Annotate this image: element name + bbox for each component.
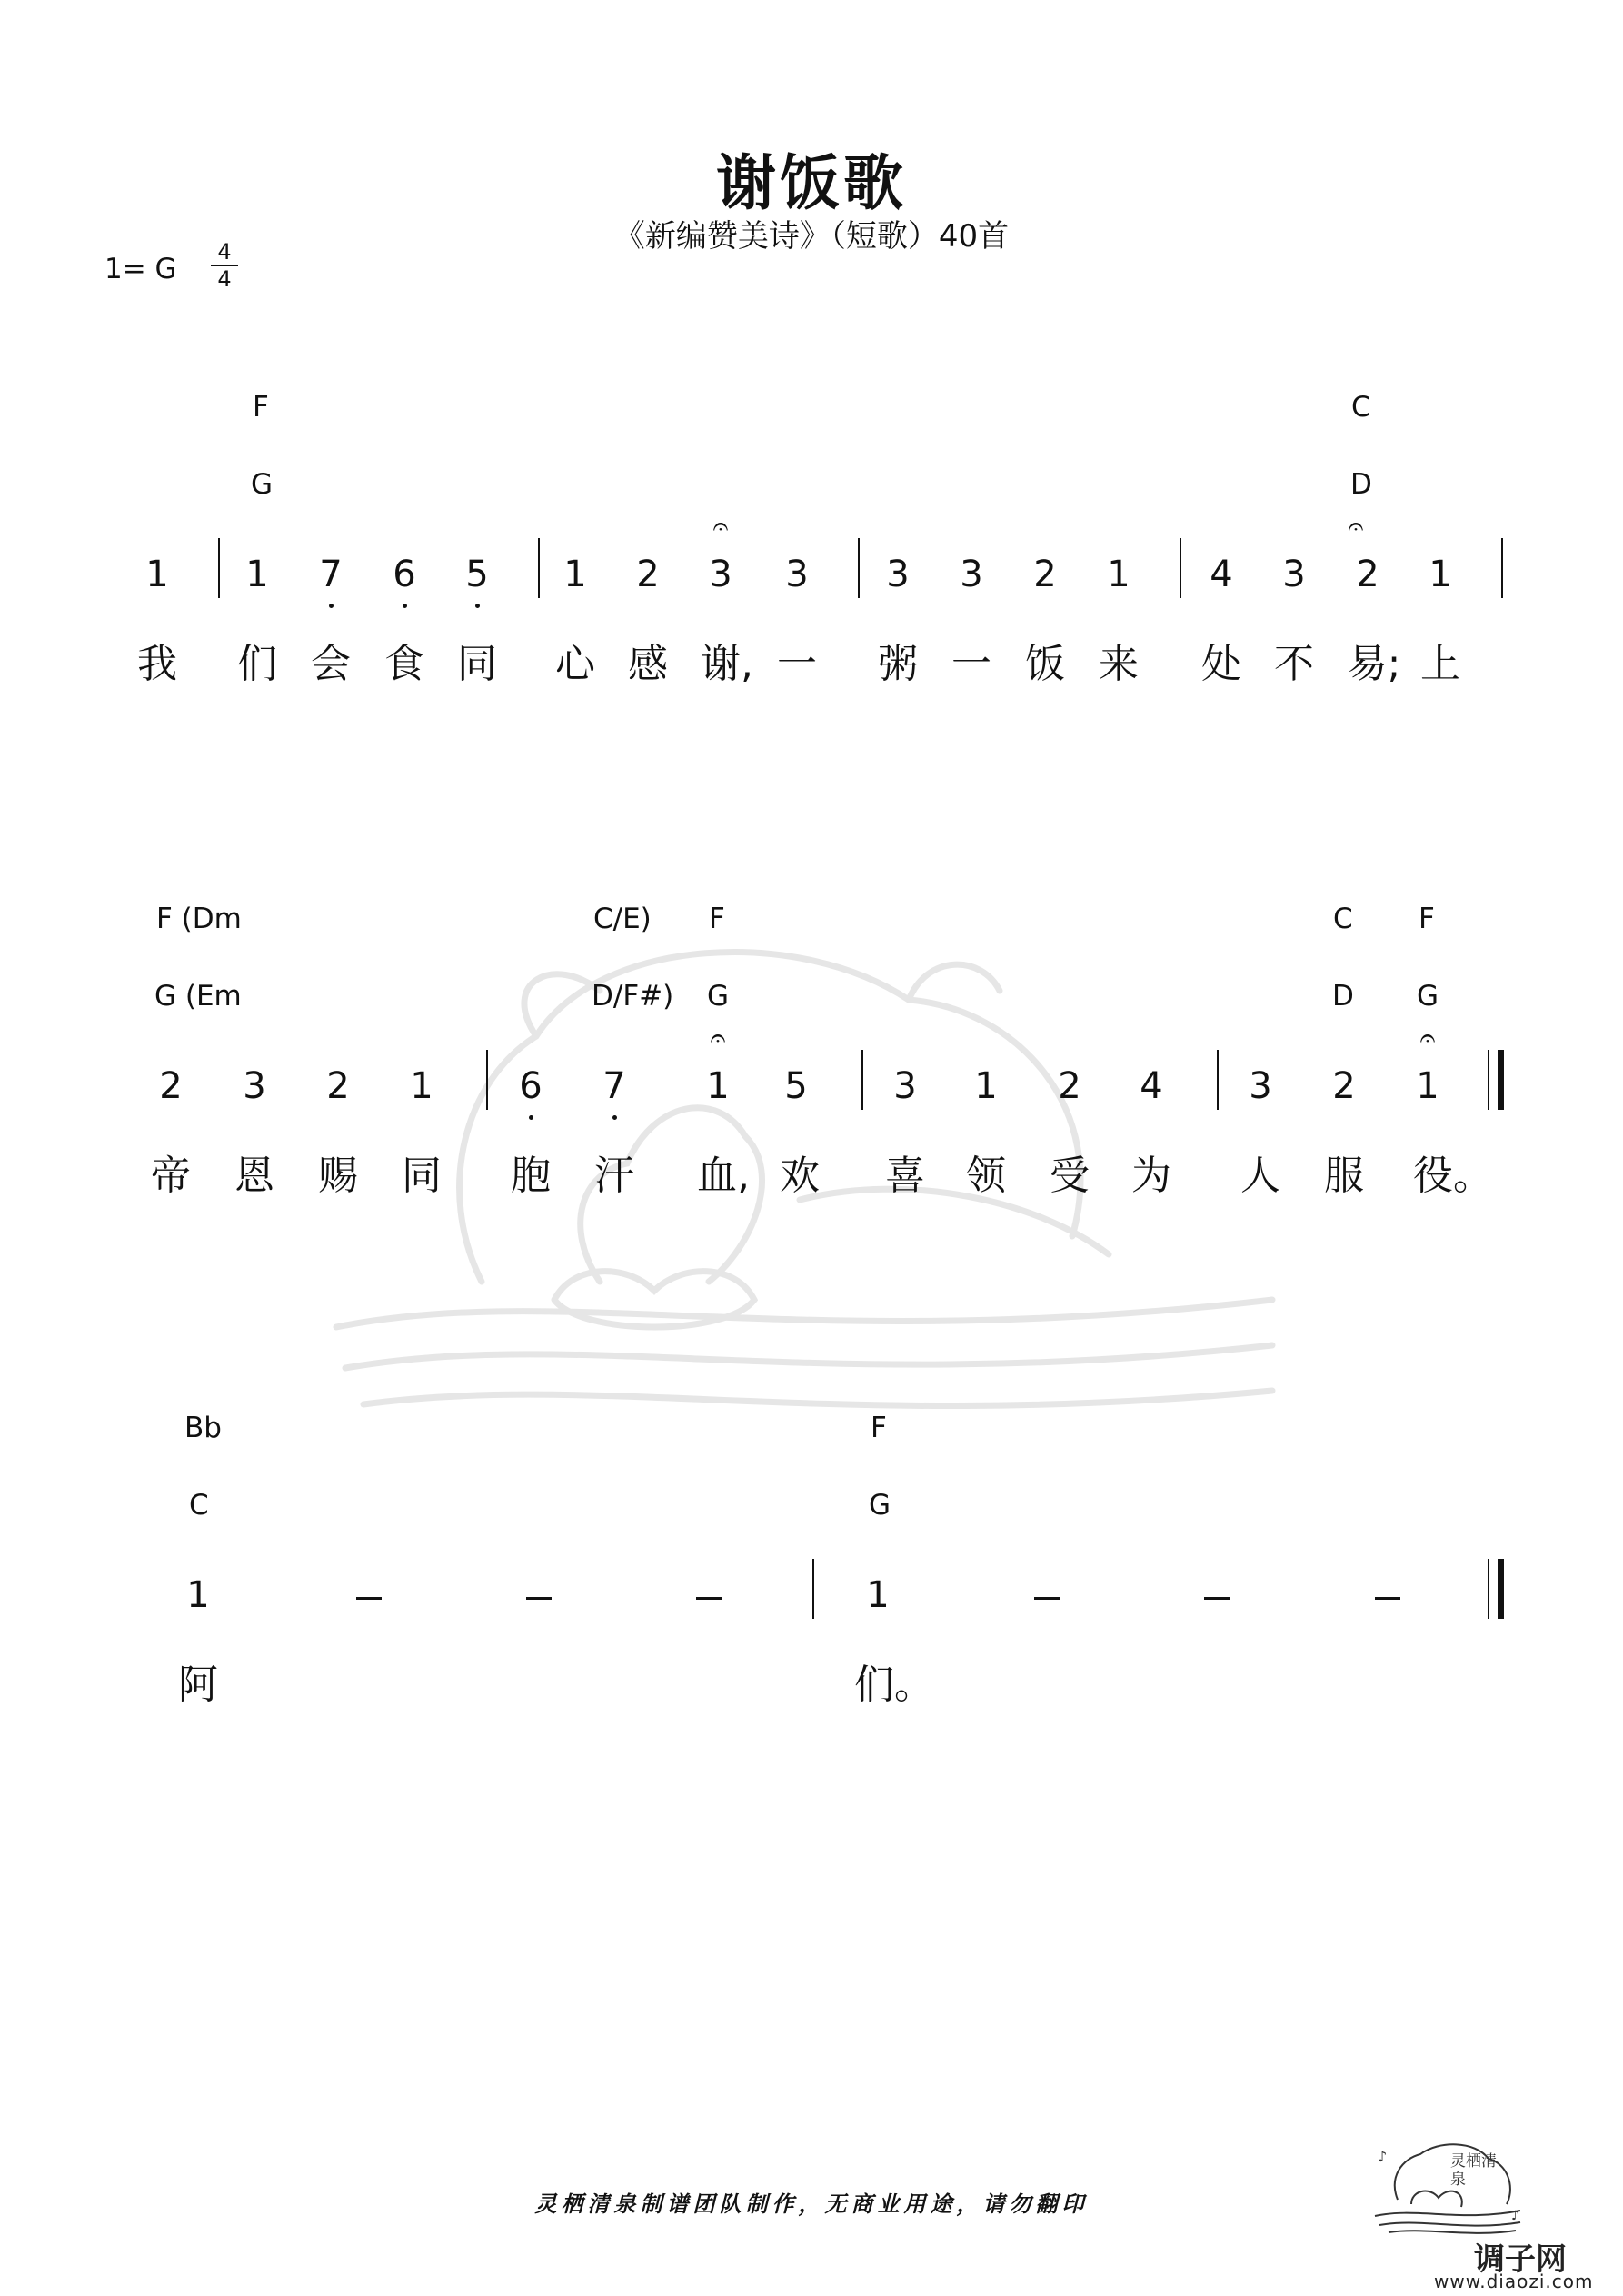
note: 3 <box>1282 554 1306 595</box>
lyric: 们 <box>237 641 277 687</box>
extension-dash <box>696 1597 722 1600</box>
lyric: 血, <box>697 1153 750 1199</box>
note: 1 <box>706 1065 730 1107</box>
lyric: 一 <box>777 641 817 687</box>
note: 1 <box>1416 1065 1439 1107</box>
extension-dash <box>1375 1597 1400 1600</box>
song-subtitle: 《新编赞美诗》（短歌）40首 <box>613 218 1010 255</box>
svg-text:♪: ♪ <box>1511 2209 1519 2223</box>
note: 7 <box>319 554 343 595</box>
note: 1 <box>410 1065 433 1107</box>
lyric: 胞 <box>511 1153 551 1199</box>
chord-symbol: C <box>1333 903 1353 935</box>
lower-octave-dot <box>529 1115 533 1120</box>
lyric: 受 <box>1050 1153 1090 1199</box>
note: 7 <box>602 1065 626 1107</box>
footer-credit: 灵栖清泉制谱团队制作，无商业用途，请勿翻印 <box>534 2191 1089 2217</box>
note: 2 <box>159 1065 183 1107</box>
chord-symbol: F <box>253 391 269 424</box>
barline <box>861 1050 863 1110</box>
final-barline-thick <box>1498 1559 1504 1619</box>
chord-symbol: C <box>189 1489 209 1522</box>
chord-symbol: C/E) <box>593 903 652 935</box>
chord-symbol: G (Em <box>154 980 242 1013</box>
note: 4 <box>1210 554 1233 595</box>
lyric: 帝 <box>151 1153 191 1199</box>
chord-symbol: F (Dm <box>156 903 242 935</box>
note: 3 <box>960 554 983 595</box>
chord-symbol: F <box>1419 903 1435 935</box>
svg-text:♪: ♪ <box>1378 2148 1388 2165</box>
lower-octave-dot <box>475 604 480 608</box>
lyric: 欢 <box>780 1153 820 1199</box>
lower-octave-dot <box>403 604 407 608</box>
lyric: 服 <box>1324 1153 1364 1199</box>
lyric: 不 <box>1274 641 1314 687</box>
note: 5 <box>465 554 489 595</box>
lyric: 粥 <box>878 641 918 687</box>
note: 3 <box>785 554 809 595</box>
note: 1 <box>866 1574 890 1616</box>
publisher-logo <box>1370 2136 1525 2240</box>
lyric: 汗 <box>594 1153 634 1199</box>
extension-dash <box>1204 1597 1230 1600</box>
barline <box>538 538 540 598</box>
lyric: 们。 <box>854 1662 934 1708</box>
time-signature-numerator: 4 <box>217 239 232 265</box>
note: 1 <box>563 554 587 595</box>
lyric: 处 <box>1201 641 1241 687</box>
barline <box>812 1559 814 1619</box>
lyric: 同 <box>402 1153 442 1199</box>
barline <box>1180 538 1181 598</box>
lyric: 饭 <box>1025 641 1065 687</box>
note: 3 <box>709 554 732 595</box>
note: 6 <box>393 554 416 595</box>
chord-symbol: G <box>251 468 274 501</box>
chord-symbol: F <box>709 903 725 935</box>
lyric: 一 <box>951 641 991 687</box>
note: 3 <box>886 554 910 595</box>
note: 1 <box>186 1574 210 1616</box>
lyric: 来 <box>1099 641 1139 687</box>
lyric: 同 <box>457 641 497 687</box>
lower-octave-dot <box>612 1115 617 1120</box>
site-name: 调子网 <box>1474 2241 1567 2278</box>
note: 6 <box>519 1065 543 1107</box>
site-url[interactable]: www.diaozi.com <box>1434 2271 1594 2292</box>
lyric: 易; <box>1347 641 1401 687</box>
lyric: 喜 <box>885 1153 925 1199</box>
lower-octave-dot <box>329 604 334 608</box>
note: 3 <box>1249 1065 1272 1107</box>
lyric: 感 <box>628 641 668 687</box>
note: 2 <box>1332 1065 1356 1107</box>
lyric: 食 <box>384 641 424 687</box>
note: 3 <box>243 1065 266 1107</box>
barline <box>858 538 860 598</box>
extension-dash <box>526 1597 552 1600</box>
note: 1 <box>1429 554 1452 595</box>
final-barline-thin <box>1488 1559 1489 1619</box>
lyric: 会 <box>311 641 351 687</box>
song-title: 谢饭歌 <box>716 148 907 218</box>
chord-symbol: D/F#) <box>592 980 674 1013</box>
note: 1 <box>1107 554 1130 595</box>
chord-symbol: D <box>1350 468 1372 501</box>
lyric: 为 <box>1131 1153 1171 1199</box>
time-signature-denominator: 4 <box>217 266 232 292</box>
note: 3 <box>893 1065 917 1107</box>
lyric: 恩 <box>234 1153 274 1199</box>
extension-dash <box>356 1597 382 1600</box>
logo-text: 灵栖清泉 <box>1450 2152 1497 2189</box>
chord-symbol: F <box>871 1412 887 1444</box>
key-signature: 1= G <box>105 253 177 285</box>
note: 2 <box>326 1065 350 1107</box>
chord-symbol: D <box>1332 980 1354 1013</box>
lyric: 上 <box>1420 641 1460 687</box>
chord-symbol: G <box>707 980 730 1013</box>
extension-dash <box>1034 1597 1060 1600</box>
fermata-icon: 𝄐 <box>712 511 729 543</box>
chord-symbol: G <box>869 1489 891 1522</box>
fermata-icon: 𝄐 <box>1348 511 1364 543</box>
lyric: 心 <box>555 641 595 687</box>
note: 5 <box>784 1065 808 1107</box>
note: 1 <box>245 554 269 595</box>
chord-symbol: G <box>1417 980 1439 1013</box>
note: 2 <box>1058 1065 1081 1107</box>
fermata-icon: 𝄐 <box>1419 1023 1436 1054</box>
note: 2 <box>1356 554 1379 595</box>
note: 2 <box>636 554 660 595</box>
chord-symbol: C <box>1351 391 1371 424</box>
barline <box>1217 1050 1219 1110</box>
note: 1 <box>145 554 169 595</box>
fermata-icon: 𝄐 <box>710 1023 726 1054</box>
lyric: 我 <box>137 641 177 687</box>
lyric: 赐 <box>318 1153 358 1199</box>
time-signature <box>211 240 238 291</box>
lyric: 谢, <box>701 641 753 687</box>
lyric: 人 <box>1240 1153 1280 1199</box>
lyric: 役。 <box>1413 1153 1493 1199</box>
note: 4 <box>1140 1065 1163 1107</box>
final-barline-thin <box>1488 1050 1489 1110</box>
lyric: 领 <box>966 1153 1006 1199</box>
note: 1 <box>974 1065 998 1107</box>
final-barline-thick <box>1498 1050 1504 1110</box>
note: 2 <box>1033 554 1057 595</box>
barline <box>1501 538 1503 598</box>
barline <box>218 538 220 598</box>
lyric: 阿 <box>178 1662 218 1708</box>
chord-symbol: Bb <box>184 1412 222 1444</box>
barline <box>486 1050 488 1110</box>
